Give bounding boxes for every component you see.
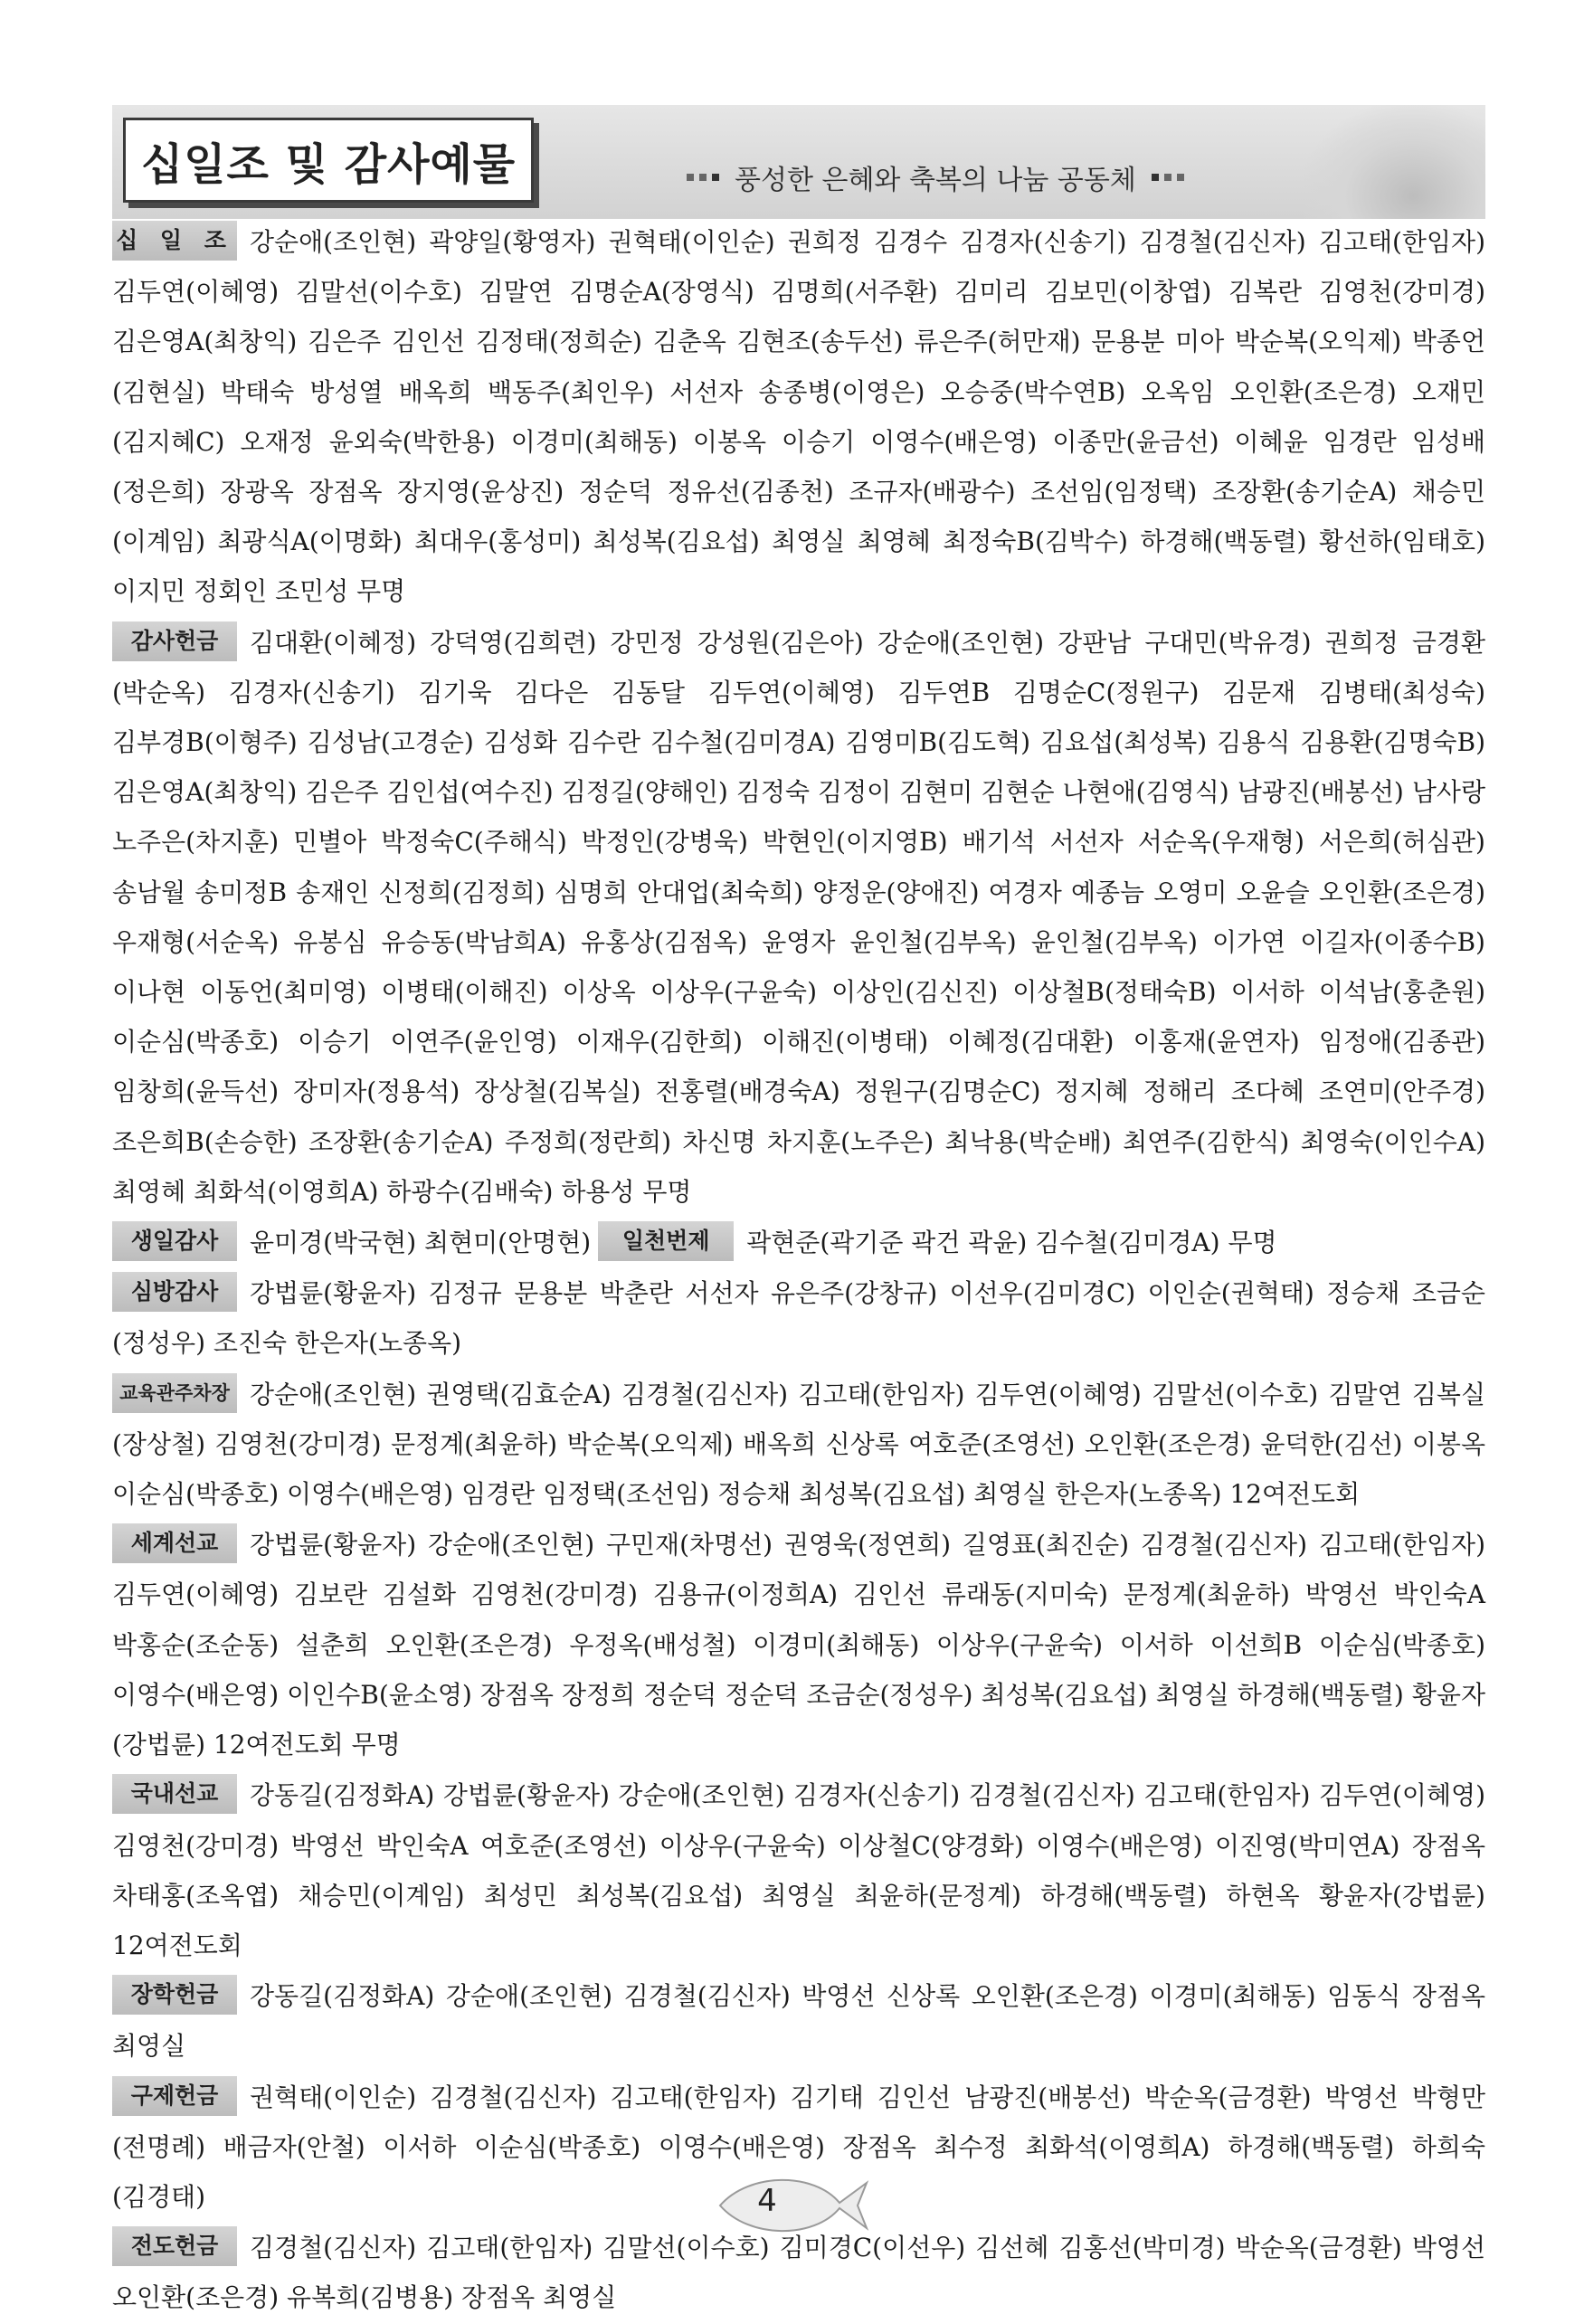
donor-names: 강동길(김정화A) 강순애(조인현) 김경철(김신자) 박영선 신상록 오인환(조은경) 이경미(최해동) 임동식 장점옥 최영실 (112, 1981, 1485, 2062)
section-scholarship (112, 1971, 1485, 2071)
page-title: 십일조 및 감사예물 (140, 138, 517, 190)
square-bullet-icon (1177, 174, 1184, 181)
section-header (112, 105, 1485, 219)
section-label: 생일감사 (112, 1221, 237, 1261)
section-thanksgiving (112, 618, 1485, 1217)
square-bullet-icon (1164, 174, 1171, 181)
donor-names: 김대환(이혜정) 강덕영(김희련) 강민정 강성원(김은아) 강순애(조인현) 강판남 구대민(박유경) 권희정 금경환(박순옥) 김경자(신송기) 김기욱 김다은 김동달 김두연(이혜영) 김두연B 김명순C(정원구) 김문재 김병태(최성숙) 김부경B(이형주) 김성남(고경순) 김성화 김수란 김수철(김미경A) 김영미B(김도혁) 김요섭(최성복) 김용식 김용환(김명숙B) 김은영A(최창익) 김은주 김인섭(여수진) 김정길(양해인) 김정숙 김정이 김현미 김현순 나현애(김영식) 남광진(배봉선) 남사랑 노주은(차지훈) 민별아 박정숙C(주해식) 박정인(강병욱) 박현인(이지영B) 배기석 서선자 서순옥(우재형) 서은희(허심관) 송남월 송미정B 송재인 신정희(김정희) 심명희 안대업(최숙희) 양정운(양애진) 여경자 예종늠 오영미 오윤슬 오인환(조은경) 우재형(서순옥) 유봉심 유승동(박남희A) 유홍상(김점옥) 윤영자 윤인철(김부옥) 윤인철(김부옥) 이가연 이길자(이종수B) 이나현 이동언(최미영) 이병태(이해진) 이상옥 이상우(구윤숙) 이상인(김신진) 이상철B(정태숙B) 이서하 이석남(홍춘원) 이순심(박종호) 이승기 이연주(윤인영) 이재우(김한희) 이해진(이병태) 이혜정(김대환) 이홍재(윤연자) 임정애(김종관) 임창희(윤득선) 장미자(정용석) 장상철(김복실) 전홍렬(배경숙A) 정원구(김명순C) 정지혜 정해리 조다혜 조연미(안주경) 조은희B(손승한) 조장환(송기순A) 주정희(정란희) 차신명 차지훈(노주은) 최낙용(박순배) 최연주(김한식) 최영숙(이인수A) 최영혜 최화석(이영희A) 하광수(김배숙) 하용성 무명 (112, 627, 1485, 1207)
donor-names: 강순애(조인현) 곽양일(황영자) 권혁태(이인순) 권희정 김경수 김경자(신송기) 김경철(김신자) 김고태(한임자) 김두연(이혜영) 김말선(이수호) 김말연 김명순A(장영식) 김명희(서주환) 김미리 김보민(이창엽) 김복란 김영천(강미경) 김은영A(최창익) 김은주 김인선 김정태(정희순) 김춘옥 김현조(송두선) 류은주(허만재) 문용분 미아 박순복(오익제) 박종언(김현실) 박태숙 방성열 배옥희 백동주(최인우) 서선자 송종병(이영은) 오승중(박수연B) 오옥임 오인환(조은경) 오재민(김지혜C) 오재정 윤외숙(박한용) 이경미(최해동) 이봉옥 이승기 이영수(배은영) 이종만(윤금선) 이혜윤 임경란 임성배(정은희) 장광옥 장점옥 장지영(윤상진) 정순덕 정유선(김종천) 조규자(배광수) 조선임(임정택) 조장환(송기순A) 채승민(이계임) 최광식A(이명화) 최대우(홍성미) 최성복(김요섭) 최영실 최영혜 최정숙B(김박수) 하경해(백동렬) 황선하(임태호) 이지민 정회인 조민성 무명 (112, 227, 1485, 607)
section-label: 전도헌금 (112, 2226, 237, 2266)
square-bullet-icon (699, 174, 707, 181)
section-label: 감사헌금 (112, 621, 237, 661)
section-label: 국내선교 (112, 1774, 237, 1814)
section-label-inline: 일천번제 (598, 1221, 734, 1261)
section-label: 세계선교 (112, 1523, 237, 1563)
section-birthday (112, 1218, 1485, 1267)
offering-list (112, 217, 1485, 2324)
section-label: 구제헌금 (112, 2076, 237, 2116)
section-visitation (112, 1268, 1485, 1368)
section-label: 장학헌금 (112, 1975, 237, 2015)
square-bullet-icon (687, 174, 694, 181)
donor-names: 강법륜(황윤자) 강순애(조인현) 구민재(차명선) 권영욱(정연희) 길영표(최진순) 김경철(김신자) 김고태(한임자) 김두연(이혜영) 김보란 김설화 김영천(강미경) 김용규(이정희A) 김인선 류래동(지미숙) 문정계(최윤하) 박영선 박인숙A 박홍순(조순동) 설춘희 오인환(조은경) 우정옥(배성철) 이경미(최해동) 이상우(구윤숙) 이서하 이선희B 이순심(박종호) 이영수(배은영) 이인수B(윤소영) 장점옥 장정희 정순덕 정순덕 조금순(정성우) 최성복(김요섭) 최영실 하경해(백동렬) 황윤자(강법륜) 12여전도회 무명 (112, 1530, 1485, 1760)
page-number: 4 (757, 2183, 777, 2219)
section-domestic-mission (112, 1770, 1485, 1970)
square-bullet-icon (712, 174, 719, 181)
donor-names: 강동길(김정화A) 강법륜(황윤자) 강순애(조인현) 김경자(신송기) 김경철(김신자) 김고태(한임자) 김두연(이혜영) 김영천(강미경) 박영선 박인숙A 여호준(조영선) 이상우(구윤숙) 이상철C(양경화) 이영수(배은영) 이진영(박미연A) 장점옥 차태홍(조옥엽) 채승민(이계임) 최성민 최성복(김요섭) 최영실 최윤하(문정계) 하경해(백동렬) 하현옥 황윤자(강법륜) 12여전도회 (112, 1780, 1485, 1960)
plant-hands-image (1304, 105, 1485, 219)
section-label: 교육관주차장 (112, 1373, 237, 1413)
title-box (123, 118, 534, 203)
donor-names: 강순애(조인현) 권영택(김효순A) 김경철(김신자) 김고태(한임자) 김두연(이혜영) 김말선(이수호) 김말연 김복실(장상철) 김영천(강미경) 문정계(최윤하) 박순복(오익제) 배옥희 신상록 여호준(조영선) 오인환(조은경) 윤덕한(김선) 이봉옥 이순심(박종호) 이영수(배은영) 임경란 임정택(조선임) 정승채 최성복(김요섭) 최영실 한은자(노종옥) 12여전도회 (112, 1379, 1485, 1510)
donor-names: 김경철(김신자) 김고태(한임자) 김말선(이수호) 김미경C(이선우) 김선혜 김홍선(박미경) 박순옥(금경환) 박영선 오인환(조은경) 유복희(김병용) 장점옥 최영실 (112, 2233, 1485, 2313)
page-footer (713, 2176, 872, 2235)
donor-names-inline: 곽현준(곽기준 곽건 곽윤) 김수철(김미경A) 무명 (746, 1228, 1277, 1258)
section-parking (112, 1370, 1485, 1520)
subtitle-text: 풍성한 은혜와 축복의 나눔 공동체 (735, 165, 1136, 196)
section-label: 심방감사 (112, 1272, 237, 1312)
donor-names: 강법륜(황윤자) 김정규 문용분 박춘란 서선자 유은주(강창규) 이선우(김미경C) 이인순(권혁태) 정승채 조금순(정성우) 조진숙 한은자(노종옥) (112, 1278, 1485, 1359)
donor-names: 윤미경(박국현) 최현미(안명현) (250, 1228, 592, 1258)
subtitle (684, 157, 1187, 197)
section-world-mission (112, 1520, 1485, 1769)
section-label: 십 일 조 (112, 221, 237, 261)
square-bullet-icon (1152, 174, 1159, 181)
section-evangelism (112, 2223, 1485, 2322)
donor-names: 권혁태(이인순) 김경철(김신자) 김고태(한임자) 김기태 김인선 남광진(배봉선) 박순옥(금경환) 박영선 박형만(전명례) 배금자(안철) 이서하 이순심(박종호) 이영수(배은영) 장점옥 최수정 최화석(이영희A) 하경해(백동렬) 하희숙(김경태) (112, 2082, 1485, 2212)
section-tithe (112, 217, 1485, 617)
